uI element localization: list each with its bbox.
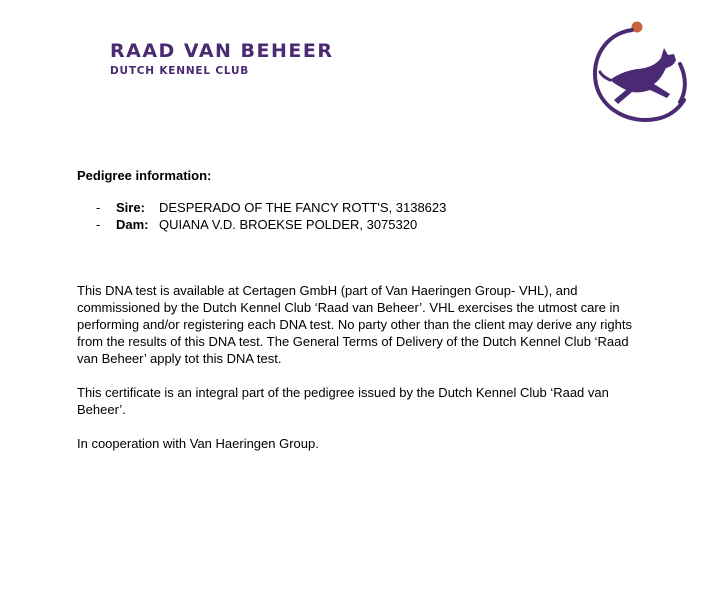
list-bullet: -	[96, 200, 101, 215]
dam-row	[77, 216, 647, 233]
cooperation-paragraph: In cooperation with Van Haeringen Group.	[77, 436, 319, 451]
dna-test-disclaimer-paragraph: This DNA test is available at Certagen GmbH (part of Van Haeringen Group- VHL), and commissioned by the Dutch Kennel Club ‘Raad van Beheer’. VHL exercises the utmost care in performing and/or registering each DNA test. No party other than the client may derive any rights from the results of this DNA test. The General Terms of Delivery of the Dutch Kennel Club ‘Raad van Beheer’ apply tot this DNA test.	[77, 283, 632, 366]
brand-subtitle: DUTCH KENNEL CLUB	[110, 65, 250, 77]
sire-value: DESPERADO OF THE FANCY ROTT'S, 3138623	[159, 200, 447, 215]
dam-value: QUIANA V.D. BROEKSE POLDER, 3075320	[159, 217, 418, 232]
pedigree-heading: Pedigree information:	[77, 168, 212, 183]
document-body	[77, 167, 647, 452]
pedigree-parents-list	[77, 199, 647, 233]
brand-name: RAAD VAN BEHEER	[110, 40, 334, 62]
sire-row	[77, 199, 647, 216]
sire-label: Sire:	[116, 200, 145, 215]
certificate-integral-paragraph: This certificate is an integral part of the pedigree issued by the Dutch Kennel Club ‘Raad van Beheer’.	[77, 385, 609, 417]
list-bullet: -	[96, 217, 101, 232]
dog-leaping-logo-icon	[588, 18, 692, 126]
dam-label: Dam:	[116, 217, 149, 232]
brand-wordmark	[110, 41, 334, 77]
